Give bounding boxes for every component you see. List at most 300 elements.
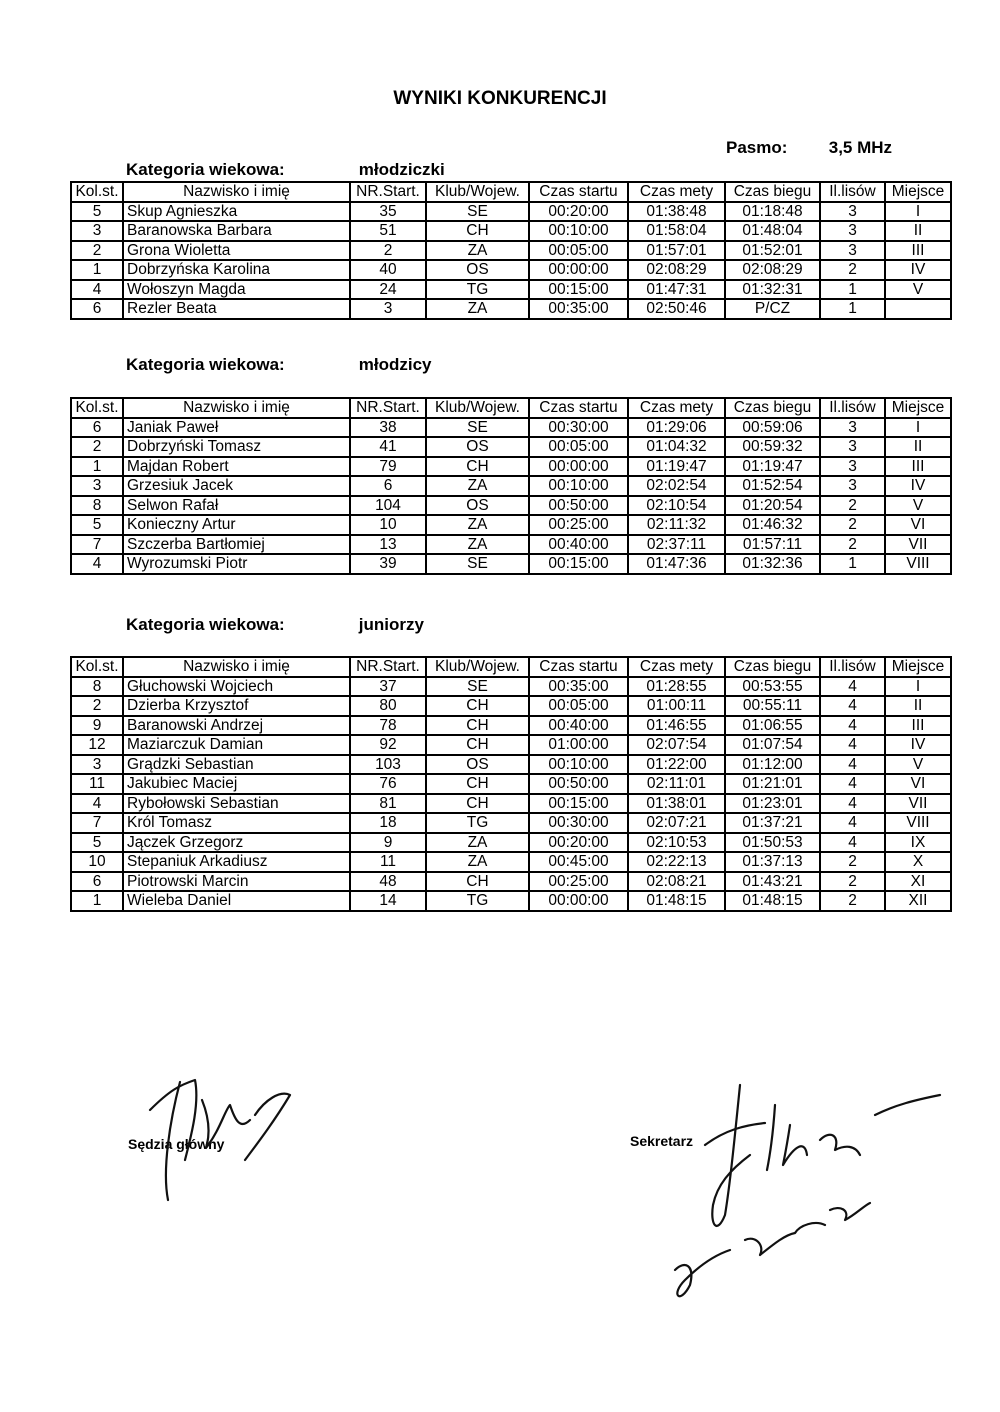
table-cell: 00:00:00 (529, 260, 628, 280)
table-cell: 00:59:32 (725, 437, 820, 457)
competitor-name: Baranowski Andrzej (123, 716, 350, 736)
competitor-name: Głuchowski Wojciech (123, 677, 350, 697)
table-cell: 9 (71, 716, 123, 736)
page-title: WYNIKI KONKURENCJI (393, 88, 607, 109)
competitor-name: Grądzki Sebastian (123, 755, 350, 775)
column-header: NR.Start. (350, 398, 426, 418)
table-cell: 78 (350, 716, 426, 736)
category-label: Kategoria wiekowa: (126, 355, 285, 374)
table-cell: 2 (820, 496, 885, 516)
table-cell: 00:05:00 (529, 241, 628, 261)
table-cell: 5 (71, 833, 123, 853)
column-header: Il.lisów (820, 657, 885, 677)
table-cell: 3 (820, 476, 885, 496)
column-header: Czas mety (628, 657, 725, 677)
table-cell: 01:38:01 (628, 794, 725, 814)
column-header: Klub/Wojew. (426, 657, 529, 677)
table-cell: ZA (426, 299, 529, 319)
table-cell: 00:20:00 (529, 833, 628, 853)
table-cell: 10 (71, 852, 123, 872)
band-info (726, 138, 892, 158)
table-cell: 01:47:31 (628, 280, 725, 300)
table-cell: ZA (426, 241, 529, 261)
table-cell: IV (885, 476, 951, 496)
results-table (70, 181, 952, 320)
table-cell: SE (426, 202, 529, 222)
column-header: Czas mety (628, 398, 725, 418)
table-row (71, 755, 951, 775)
table-cell: 6 (71, 299, 123, 319)
table-cell: 2 (820, 260, 885, 280)
table-cell: OS (426, 260, 529, 280)
column-header: Miejsce (885, 182, 951, 202)
table-cell: 3 (820, 202, 885, 222)
table-cell: 81 (350, 794, 426, 814)
table-cell: 00:25:00 (529, 515, 628, 535)
competitor-name: Konieczny Artur (123, 515, 350, 535)
competitor-name: Baranowska Barbara (123, 221, 350, 241)
table-row (71, 716, 951, 736)
table-row (71, 221, 951, 241)
table-cell: 02:10:53 (628, 833, 725, 853)
table-cell: 7 (71, 535, 123, 555)
table-cell: CH (426, 696, 529, 716)
table-cell: 01:48:15 (725, 891, 820, 911)
table-cell: III (885, 457, 951, 477)
table-cell: XI (885, 872, 951, 892)
table-cell: 12 (71, 735, 123, 755)
band-label: Pasmo: (726, 138, 788, 157)
table-cell: 40 (350, 260, 426, 280)
table-row (71, 554, 951, 574)
table-cell: 02:02:54 (628, 476, 725, 496)
table-cell: 01:32:36 (725, 554, 820, 574)
table-cell: SE (426, 418, 529, 438)
table-cell: 2 (820, 852, 885, 872)
table-cell: ZA (426, 852, 529, 872)
table-cell: P/CZ (725, 299, 820, 319)
table-cell: 18 (350, 813, 426, 833)
competitor-name: Dobrzyński Tomasz (123, 437, 350, 457)
table-cell: 01:57:11 (725, 535, 820, 555)
table-cell: 2 (820, 872, 885, 892)
table-row (71, 677, 951, 697)
table-cell: V (885, 755, 951, 775)
category-heading (126, 615, 424, 635)
table-cell: 01:48:15 (628, 891, 725, 911)
table-cell: SE (426, 554, 529, 574)
table-cell: 4 (71, 554, 123, 574)
table-cell: VIII (885, 554, 951, 574)
table-cell: 02:08:21 (628, 872, 725, 892)
results-table (70, 397, 952, 575)
table-cell: CH (426, 457, 529, 477)
competitor-name: Selwon Rafał (123, 496, 350, 516)
table-cell: 6 (350, 476, 426, 496)
results-table (70, 656, 952, 912)
table-cell: 01:18:48 (725, 202, 820, 222)
table-cell: 01:04:32 (628, 437, 725, 457)
table-cell: 01:32:31 (725, 280, 820, 300)
table-cell: 2 (820, 515, 885, 535)
column-header: Czas biegu (725, 657, 820, 677)
competitor-name: Dzierba Krzysztof (123, 696, 350, 716)
table-cell: 1 (820, 299, 885, 319)
table-cell: 01:37:21 (725, 813, 820, 833)
table-cell: 3 (820, 241, 885, 261)
table-cell: 2 (820, 535, 885, 555)
table-cell: 3 (820, 221, 885, 241)
column-header: Kol.st. (71, 182, 123, 202)
table-cell: 1 (71, 891, 123, 911)
table-cell: IV (885, 735, 951, 755)
table-cell: 00:05:00 (529, 437, 628, 457)
table-cell: III (885, 241, 951, 261)
table-cell: 01:58:04 (628, 221, 725, 241)
category-label: Kategoria wiekowa: (126, 160, 285, 179)
band-value: 3,5 MHz (828, 138, 893, 157)
table-cell: 01:19:47 (628, 457, 725, 477)
table-cell: 7 (71, 813, 123, 833)
table-cell: 02:08:29 (725, 260, 820, 280)
table-cell: CH (426, 774, 529, 794)
table-cell: 37 (350, 677, 426, 697)
table-cell: 1 (820, 554, 885, 574)
competitor-name: Jączek Grzegorz (123, 833, 350, 853)
table-cell: I (885, 418, 951, 438)
table-cell: 103 (350, 755, 426, 775)
column-header: Nazwisko i imię (123, 182, 350, 202)
table-cell: 00:05:00 (529, 696, 628, 716)
table-cell: 3 (820, 418, 885, 438)
table-cell: XII (885, 891, 951, 911)
table-cell: 02:11:32 (628, 515, 725, 535)
table-cell: 02:37:11 (628, 535, 725, 555)
table-cell: 14 (350, 891, 426, 911)
table-cell: 00:30:00 (529, 418, 628, 438)
table-cell: 01:37:13 (725, 852, 820, 872)
table-cell: 3 (71, 221, 123, 241)
table-cell: 02:10:54 (628, 496, 725, 516)
table-cell: 5 (71, 515, 123, 535)
table-cell: 1 (71, 260, 123, 280)
table-cell: 4 (820, 833, 885, 853)
table-cell: 5 (71, 202, 123, 222)
table-cell: 2 (71, 241, 123, 261)
table-cell: 4 (820, 735, 885, 755)
column-header: Czas mety (628, 182, 725, 202)
competitor-name: Stepaniuk Arkadiusz (123, 852, 350, 872)
table-cell: ZA (426, 515, 529, 535)
table-cell: 00:10:00 (529, 755, 628, 775)
table-cell: ZA (426, 833, 529, 853)
table-cell: 00:50:00 (529, 774, 628, 794)
table-cell: 3 (71, 476, 123, 496)
table-cell: 4 (820, 696, 885, 716)
table-cell: 01:52:54 (725, 476, 820, 496)
table-row (71, 241, 951, 261)
table-cell: 00:35:00 (529, 677, 628, 697)
table-cell: TG (426, 280, 529, 300)
table-cell: 00:25:00 (529, 872, 628, 892)
table-cell: CH (426, 221, 529, 241)
table-row (71, 696, 951, 716)
table-row (71, 418, 951, 438)
table-row (71, 476, 951, 496)
table-cell: 00:45:00 (529, 852, 628, 872)
table-cell: 01:21:01 (725, 774, 820, 794)
table-cell: 4 (820, 813, 885, 833)
table-cell: X (885, 852, 951, 872)
competitor-name: Grzesiuk Jacek (123, 476, 350, 496)
table-cell: 2 (820, 891, 885, 911)
table-row (71, 280, 951, 300)
table-cell: 01:43:21 (725, 872, 820, 892)
table-cell: 11 (350, 852, 426, 872)
table-cell: 01:47:36 (628, 554, 725, 574)
competitor-name: Majdan Robert (123, 457, 350, 477)
table-cell: 2 (71, 696, 123, 716)
table-cell: 6 (71, 418, 123, 438)
table-cell: II (885, 696, 951, 716)
column-header: Miejsce (885, 657, 951, 677)
table-cell: 8 (71, 677, 123, 697)
table-cell: 01:48:04 (725, 221, 820, 241)
table-cell: 00:10:00 (529, 221, 628, 241)
table-header-row (71, 182, 951, 202)
table-cell: 00:50:00 (529, 496, 628, 516)
table-cell: 2 (71, 437, 123, 457)
competitor-name: Grona Wioletta (123, 241, 350, 261)
table-cell: 4 (71, 280, 123, 300)
table-cell: 01:07:54 (725, 735, 820, 755)
competitor-name: Skup Agnieszka (123, 202, 350, 222)
column-header: Nazwisko i imię (123, 398, 350, 418)
table-cell: 00:00:00 (529, 457, 628, 477)
table-cell: 02:50:46 (628, 299, 725, 319)
table-row (71, 735, 951, 755)
column-header: Il.lisów (820, 182, 885, 202)
table-cell: 02:11:01 (628, 774, 725, 794)
table-cell: 01:12:00 (725, 755, 820, 775)
table-row (71, 872, 951, 892)
table-cell: 8 (71, 496, 123, 516)
category-heading (126, 355, 431, 375)
column-header: Kol.st. (71, 398, 123, 418)
table-cell: IX (885, 833, 951, 853)
table-cell: 00:40:00 (529, 535, 628, 555)
table-row (71, 260, 951, 280)
table-cell: 9 (350, 833, 426, 853)
table-cell: 01:52:01 (725, 241, 820, 261)
table-cell: 51 (350, 221, 426, 241)
table-cell: 41 (350, 437, 426, 457)
table-row (71, 437, 951, 457)
table-cell: 3 (820, 457, 885, 477)
table-cell: 00:10:00 (529, 476, 628, 496)
column-header: Czas startu (529, 398, 628, 418)
table-cell: 104 (350, 496, 426, 516)
table-cell: 00:30:00 (529, 813, 628, 833)
table-cell: 39 (350, 554, 426, 574)
table-cell: 01:50:53 (725, 833, 820, 853)
table-cell: 4 (71, 794, 123, 814)
table-cell: 10 (350, 515, 426, 535)
table-cell: 48 (350, 872, 426, 892)
column-header: Czas biegu (725, 182, 820, 202)
table-cell: 01:20:54 (725, 496, 820, 516)
table-cell: 00:59:06 (725, 418, 820, 438)
table-cell: 79 (350, 457, 426, 477)
table-row (71, 535, 951, 555)
table-cell: 01:46:32 (725, 515, 820, 535)
table-cell: 00:53:55 (725, 677, 820, 697)
table-cell: 92 (350, 735, 426, 755)
table-cell: OS (426, 755, 529, 775)
table-cell: 38 (350, 418, 426, 438)
table-cell: 13 (350, 535, 426, 555)
table-cell: 01:19:47 (725, 457, 820, 477)
table-cell (885, 299, 951, 319)
competitor-name: Maziarczuk Damian (123, 735, 350, 755)
competitor-name: Jakubiec Maciej (123, 774, 350, 794)
table-cell: 01:23:01 (725, 794, 820, 814)
table-cell: ZA (426, 476, 529, 496)
table-cell: 76 (350, 774, 426, 794)
competitor-name: Wieleba Daniel (123, 891, 350, 911)
table-header-row (71, 657, 951, 677)
table-cell: III (885, 716, 951, 736)
table-cell: IV (885, 260, 951, 280)
table-cell: 80 (350, 696, 426, 716)
table-row (71, 515, 951, 535)
column-header: Klub/Wojew. (426, 182, 529, 202)
table-row (71, 833, 951, 853)
table-cell: 00:00:00 (529, 891, 628, 911)
competitor-name: Wyrozumski Piotr (123, 554, 350, 574)
table-cell: 3 (350, 299, 426, 319)
table-cell: 4 (820, 794, 885, 814)
table-row (71, 891, 951, 911)
table-cell: I (885, 677, 951, 697)
secretary-label: Sekretarz (630, 1133, 694, 1149)
table-cell: 00:20:00 (529, 202, 628, 222)
table-cell: 01:00:11 (628, 696, 725, 716)
table-cell: 00:55:11 (725, 696, 820, 716)
table-cell: OS (426, 496, 529, 516)
table-cell: 01:46:55 (628, 716, 725, 736)
column-header: NR.Start. (350, 657, 426, 677)
table-cell: TG (426, 813, 529, 833)
table-row (71, 202, 951, 222)
table-cell: CH (426, 735, 529, 755)
table-cell: 01:06:55 (725, 716, 820, 736)
table-cell: SE (426, 677, 529, 697)
table-cell: OS (426, 437, 529, 457)
category-name: młodzicy (358, 355, 432, 374)
table-cell: 24 (350, 280, 426, 300)
table-cell: CH (426, 794, 529, 814)
table-cell: 2 (350, 241, 426, 261)
table-cell: 00:15:00 (529, 554, 628, 574)
table-cell: 6 (71, 872, 123, 892)
judge-label: Sędzia główny (128, 1136, 225, 1152)
column-header: Miejsce (885, 398, 951, 418)
table-cell: II (885, 221, 951, 241)
table-cell: 35 (350, 202, 426, 222)
column-header: NR.Start. (350, 182, 426, 202)
table-cell: 02:07:21 (628, 813, 725, 833)
table-cell: 01:00:00 (529, 735, 628, 755)
table-cell: 4 (820, 716, 885, 736)
competitor-name: Piotrowski Marcin (123, 872, 350, 892)
competitor-name: Janiak Paweł (123, 418, 350, 438)
column-header: Czas startu (529, 182, 628, 202)
table-cell: 3 (820, 437, 885, 457)
table-cell: ZA (426, 535, 529, 555)
table-cell: 00:40:00 (529, 716, 628, 736)
table-cell: VI (885, 774, 951, 794)
table-cell: 4 (820, 755, 885, 775)
category-heading (126, 160, 445, 180)
column-header: Czas startu (529, 657, 628, 677)
table-cell: 3 (71, 755, 123, 775)
table-cell: TG (426, 891, 529, 911)
table-cell: 01:38:48 (628, 202, 725, 222)
column-header: Klub/Wojew. (426, 398, 529, 418)
table-cell: 1 (71, 457, 123, 477)
table-row (71, 299, 951, 319)
competitor-name: Dobrzyńska Karolina (123, 260, 350, 280)
table-cell: 4 (820, 774, 885, 794)
competitor-name: Król Tomasz (123, 813, 350, 833)
column-header: Kol.st. (71, 657, 123, 677)
column-header: Czas biegu (725, 398, 820, 418)
table-cell: V (885, 280, 951, 300)
table-row (71, 496, 951, 516)
table-cell: 00:15:00 (529, 280, 628, 300)
table-cell: 01:28:55 (628, 677, 725, 697)
table-cell: 4 (820, 677, 885, 697)
table-cell: V (885, 496, 951, 516)
column-header: Nazwisko i imię (123, 657, 350, 677)
competitor-name: Rezler Beata (123, 299, 350, 319)
table-row (71, 813, 951, 833)
competitor-name: Wołoszyn Magda (123, 280, 350, 300)
category-label: Kategoria wiekowa: (126, 615, 285, 634)
table-cell: CH (426, 872, 529, 892)
table-cell: 02:08:29 (628, 260, 725, 280)
table-cell: 01:22:00 (628, 755, 725, 775)
table-row (71, 457, 951, 477)
table-cell: VII (885, 535, 951, 555)
secretary-signature (655, 1075, 945, 1315)
table-header-row (71, 398, 951, 418)
table-cell: VIII (885, 813, 951, 833)
column-header: Il.lisów (820, 398, 885, 418)
table-cell: VII (885, 794, 951, 814)
table-cell: 00:35:00 (529, 299, 628, 319)
table-cell: 01:29:06 (628, 418, 725, 438)
judge-signature (140, 1060, 310, 1210)
table-cell: 1 (820, 280, 885, 300)
table-row (71, 774, 951, 794)
table-cell: 02:07:54 (628, 735, 725, 755)
table-row (71, 794, 951, 814)
table-cell: I (885, 202, 951, 222)
competitor-name: Rybołowski Sebastian (123, 794, 350, 814)
table-cell: 01:57:01 (628, 241, 725, 261)
